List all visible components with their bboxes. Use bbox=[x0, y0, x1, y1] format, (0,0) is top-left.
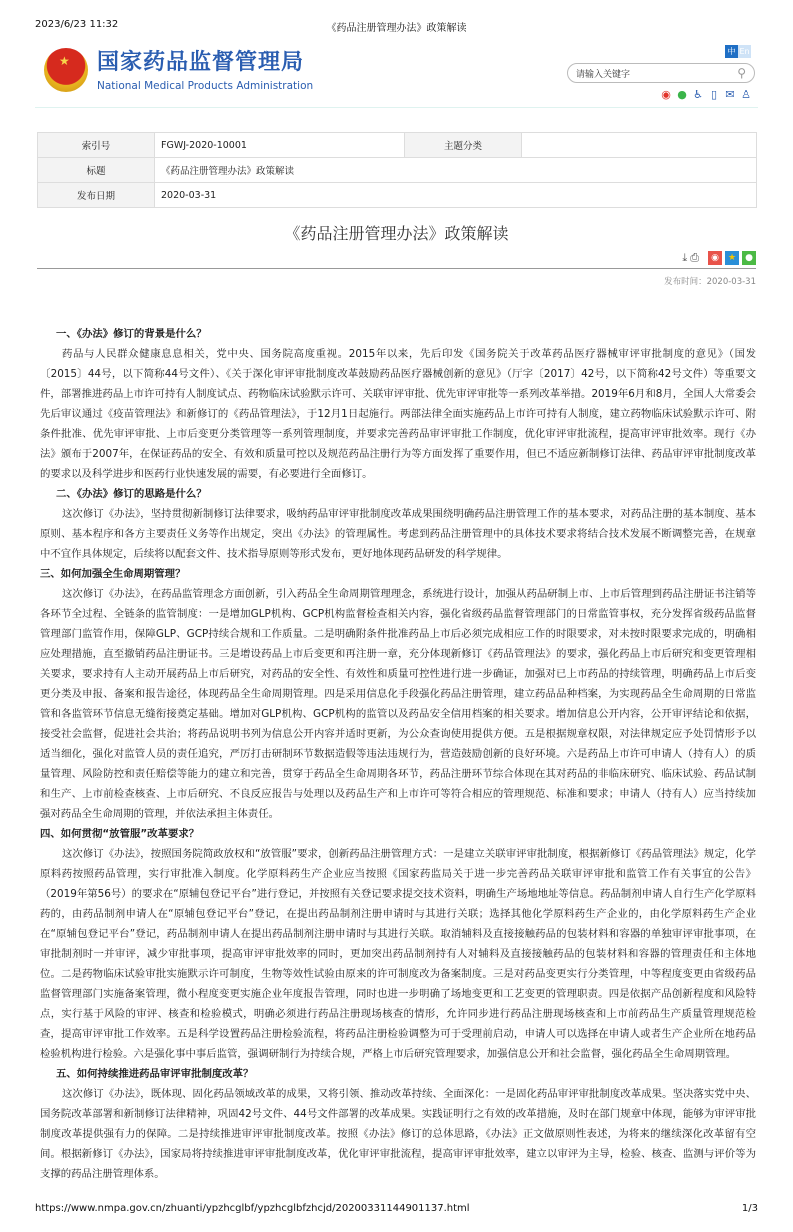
national-emblem-logo[interactable]: ★ bbox=[44, 48, 88, 92]
article-title: 《药品注册管理办法》政策解读 bbox=[284, 224, 509, 243]
search-icon[interactable]: ⚲ bbox=[737, 66, 746, 80]
lang-en-button[interactable]: En bbox=[739, 47, 750, 56]
site-name-en[interactable]: National Medical Products Administration bbox=[97, 80, 314, 92]
section-heading: 一、《办法》修订的背景是什么？ bbox=[56, 328, 207, 340]
print-datetime: 2023/6/23 11:32 bbox=[35, 19, 119, 30]
download-icon[interactable]: ⤓ bbox=[682, 251, 688, 264]
page-url: https://www.nmpa.gov.cn/zhuanti/ypzhcglbf/ypzhcglbfzhcjd/20200331144901137.html bbox=[35, 1203, 470, 1214]
bottom-spacer bbox=[40, 1216, 756, 1232]
topic-label: 主题分类 bbox=[405, 133, 522, 158]
section-text: 这次修订《办法》，在药品监管理念方面创新，引入药品全生命周期管理理念，系统进行设计，加强从药品研制上市、上市后管理到药品注册证书注销等各环节全过程、全链条的监管制度：一是增加GLP机构、GCP机构监督检查相关内容，强化省级药品监督管理部门的日常监管事权，充分发挥省级药品监督管理部门监管作用，保障GLP、GCP持续合规和工作质量。二是明确附条件批准药品上市后必须完成相应工作的时限要求，对未按时限要求完成的，明确相应处理措施，直至撤销药品注册证书。三是增设药品上市后变更和再注册一章，充分体现新修订《药品管理法》的要求，强化药品上市后研究和变更管理相关要求，要求持有人主动开展药品上市后研究，对药品的安全性、有效性和质量可控性进行进一步确证，加强对已上市药品的持续管理，明确药品上市后变更分类及申报、备案和报告途径，体现药品全生命周期管理。四是采用信息化手段强化药品注册管理，建立药品品种档案，为实现药品全生命周期的日常监管和各监管环节信息无缝衔接奠定基础。增加对GLP机构、GCP机构的监管以及药品安全信用档案的相关要求。增加信息公开内容，公开审评结论和依据，接受社会监督，促进社会共治；将药品说明书列为信息公开内容并适时更新，为公众查询使用提供方便。五是根据规章权限，对法律规定应予处罚情形予以适当细化，强化对监管人员的责任追究，严厉打击研制环节数据造假等违法违规行为，营造鼓励创新的良好环境。六是药品上市许可申请人（持有人）的质量管理、风险防控和责任赔偿等能力的建立和完善，贯穿于药品全生命周期各环节，药品注册环节综合体现在其对药品的非临床研究、临床试验、药品试制和生产、上市前检查核查、上市后研究、不良反应报告与处理以及药品生产和上市许可等符合相应的管理规范、标准和要求；申请人（持有人）应当持续加强对药品全生命周期的管理，并依法承担主体责任。 bbox=[40, 588, 756, 820]
accessibility-icon[interactable]: ♿ bbox=[693, 88, 703, 101]
topic-value bbox=[522, 133, 757, 158]
search-placeholder: 请输入关键字 bbox=[576, 69, 631, 80]
lang-zh-button[interactable]: 中 bbox=[725, 45, 738, 58]
mail-icon[interactable]: ✉ bbox=[725, 88, 735, 101]
date-label: 发布日期 bbox=[38, 183, 155, 208]
date-value: 2020-03-31 bbox=[155, 183, 757, 208]
weibo-icon[interactable]: ◉ bbox=[661, 88, 671, 101]
mobile-icon[interactable]: ▯ bbox=[710, 88, 718, 101]
index-label: 索引号 bbox=[38, 133, 155, 158]
header-divider bbox=[35, 107, 758, 108]
page-number: 1/3 bbox=[741, 1203, 758, 1214]
section-heading: 三、如何加强全生命周期管理？ bbox=[40, 568, 186, 580]
section-text: 这次修订《办法》，坚持贯彻新制修订法律要求，吸纳药品审评审批制度改革成果围绕明确药品注册管理工作的基本要求，对药品注册的基本制度、基本原则、基本程序和各方主要责任义务等作出规定，突出《办法》的管理属性。考虑到药品注册管理中的具体技术要求将结合技术发展不断调整完善，在规章中不宜作具体规定，后续将以配套文件、技术指导原则等形式发布，更好地体现药品研发的科学规律。 bbox=[40, 508, 756, 560]
tool-icons bbox=[660, 88, 752, 102]
meta-table bbox=[37, 132, 757, 208]
wechat-share-icon[interactable]: ● bbox=[742, 251, 756, 265]
section-heading: 二、《办法》修订的思路是什么？ bbox=[56, 488, 207, 500]
user-icon[interactable]: ♙ bbox=[741, 88, 751, 101]
wechat-icon[interactable]: ● bbox=[677, 88, 687, 101]
share-bar bbox=[682, 251, 756, 265]
site-name-cn[interactable]: 国家药品监督管理局 bbox=[97, 50, 305, 75]
title-label: 标题 bbox=[38, 158, 155, 183]
publish-time: 发布时间：2020-03-31 bbox=[664, 277, 756, 287]
section-text: 药品与人民群众健康息息相关，党中央、国务院高度重视。2015年以来，先后印发《国务院关于改革药品医疗器械审评审批制度的意见》（国发〔2015〕44号，以下简称44号文件）、《关于深化审评审批制度改革鼓励药品医疗器械创新的意见》（厅字〔2017〕42号，以下简称42号文件）等重要文件，部署推进药品上市许可持有人制度试点、药物临床试验默示许可、关联审评审批、优先审评审批等一系列改革举措。2019年6月和8月，全国人大常委会先后审议通过《疫苗管理法》和新修订的《药品管理法》，于12月1日起施行。两部法律全面实施药品上市许可持有人制度，建立药物临床试验默示许可、附条件批准、优先审评审批、上市后变更分类管理等一系列管理制度，并要求完善药品审评审批工作制度，优化审评审批流程，提高审评审批效率。现行《办法》颁布于2007年，在保证药品的安全、有效和质量可控以及规范药品注册行为等方面发挥了重要作用，但已不适应新制修订法律、药品审评审批制度改革的要求以及科学进步和医药行业快速发展的需要，有必要进行全面修订。 bbox=[40, 348, 756, 480]
print-icon[interactable]: ⎙ bbox=[690, 251, 699, 264]
article-body bbox=[40, 324, 756, 1184]
title-value: 《药品注册管理办法》政策解读 bbox=[155, 158, 757, 183]
print-footer bbox=[35, 1202, 758, 1216]
section-heading: 四、如何贯彻“放管服”改革要求？ bbox=[40, 828, 200, 840]
language-switch bbox=[725, 45, 751, 58]
qzone-share-icon[interactable]: ★ bbox=[725, 251, 739, 265]
print-header bbox=[35, 19, 758, 33]
section-text: 这次修订《办法》，按照国务院简政放权和“放管服”要求，创新药品注册管理方式：一是建立关联审评审批制度，根据新修订《药品管理法》规定，化学原料药按照药品管理，实行审批准入制度。化学原料药生产企业应当按照《国家药监局关于进一步完善药品关联审评审批和监管工作有关事宜的公告》（2019年第56号）的要求在“原辅包登记平台”进行登记，并按照有关登记要求提交技术资料，明确生产场地地址等信息。药品制剂申请人自行生产化学原料药的，由药品制剂申请人在“原辅包登记平台”登记，在提出药品制剂注册申请时与其进行关联；选择其他化学原料药生产企业的，由化学原料药生产企业在“原辅包登记平台”登记，药品制剂申请人在提出药品制剂注册申请时与其进行关联。取消辅料及直接接触药品的包装材料和容器的单独审评审批事项，在审批制剂时一并审评，减少审批事项，提高审评审批效率的同时，更加突出药品制剂持有人对辅料及直接接触药品的包装材料和容器的管理责任和主体地位。二是药物临床试验审批实施默示许可制度，生物等效性试验由原来的许可制度改为备案制度。三是对药品变更实行分类管理，中等程度变更由省级药品监督管理部门实施备案管理，微小程度变更实施企业年度报告管理，同时也进一步明确了场地变更和工艺变更的管理职责。四是依据产品创新程度和风险特点，实行基于风险的审评、核查和检验模式，明确必须进行药品注册现场核查的情形，允许同步进行药品注册现场核查和上市前药品生产质量管理规范检查，提高审评审批工作效率。五是科学设置药品注册检验流程，将药品注册检验调整为可于受理前启动，申请人可以选择在申请人或者生产企业所在地药品检验机构进行检验。六是强化事中事后监管，强调研制行为持续合规，严格上市后研究管理要求，加强信息公开和社会监督，强化药品全生命周期管理。 bbox=[40, 848, 756, 1060]
section-heading: 五、如何持续推进药品审评审批制度改革？ bbox=[56, 1068, 254, 1080]
weibo-share-icon[interactable]: ◉ bbox=[708, 251, 722, 265]
section-text: 这次修订《办法》，既体现、固化药品领域改革的成果，又将引领、推动改革持续、全面深化：一是固化药品审评审批制度改革成果。坚决落实党中央、国务院改革部署和新制修订法律精神，巩固42号文件、44号文件部署的改革成果。实践证明行之有效的改革措施，及时在部门规章中体现，能够为审评审批制度改革提供强有力的保障。二是持续推进审评审批制度改革。按照《办法》修订的总体思路，《办法》正文做原则性表述，为将来的继续深化改革留有空间。根据新修订《办法》，国家局将持续推进审评审批制度改革，优化审评审批流程，提高审评审批效率，建立以审评为主导，检验、核查、监测与评价等为支撑的药品注册管理体系。 bbox=[40, 1088, 756, 1180]
print-page-title: 《药品注册管理办法》政策解读 bbox=[326, 23, 467, 34]
search-input[interactable] bbox=[567, 63, 755, 83]
title-divider bbox=[37, 268, 756, 269]
index-value: FGWJ-2020-10001 bbox=[155, 133, 405, 158]
